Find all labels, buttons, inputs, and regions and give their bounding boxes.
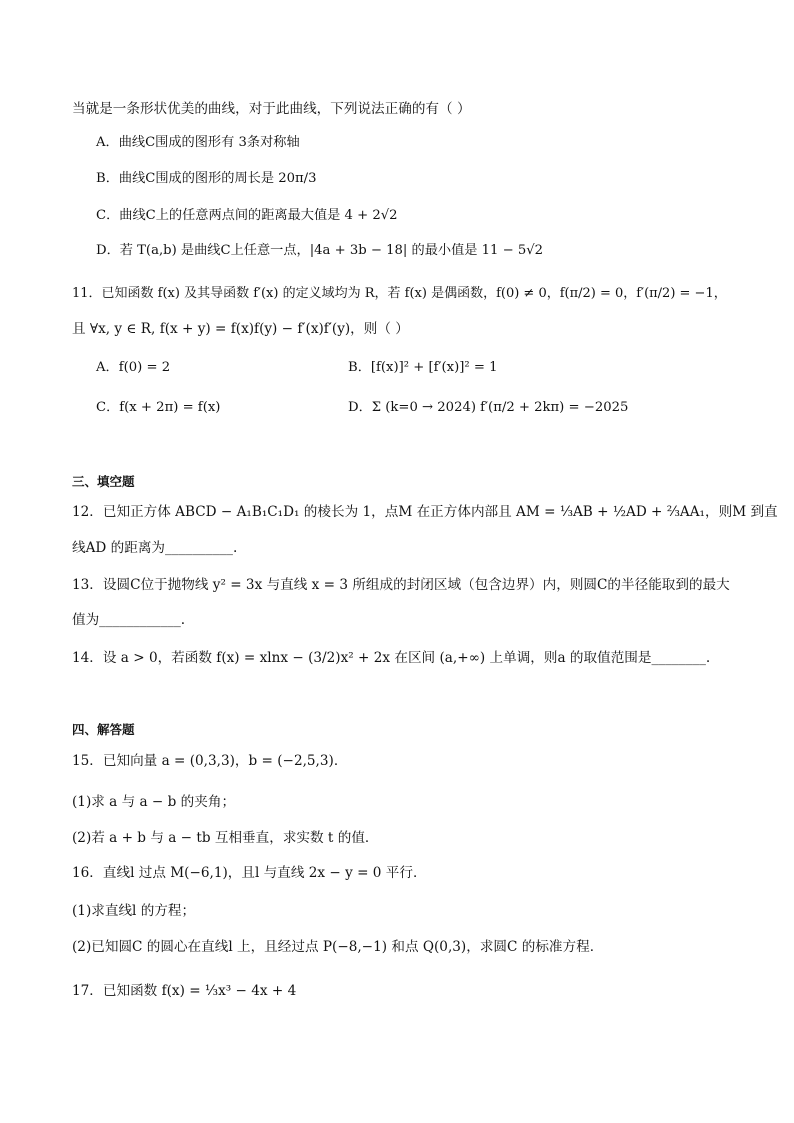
q11-option-a: A．f(0) = 2: [96, 360, 171, 375]
q10-option-c: C．曲线C上的任意两点间的距离最大值是 4 + 2√2: [96, 208, 398, 223]
q15-part2: (2)若 a + b 与 a − tb 互相垂直，求实数 t 的值．: [72, 830, 379, 846]
q10-option-d: D．若 T(a,b) 是曲线C上任意一点，|4a + 3b − 18| 的最小值是 11 − 5√2: [96, 243, 544, 258]
q15-stem: 15．已知向量 a = (0,3,3)，b = (−2,5,3)．: [72, 753, 348, 769]
q14-line1: 14．设 a > 0，若函数 f(x) = xlnx − (3/2)x² + 2x 在区间 (a,+∞) 上单调，则a 的取值范围是________.: [72, 650, 711, 666]
q11-option-b: B．[f(x)]² + [f′(x)]² = 1: [348, 360, 498, 375]
section-3-heading: 三、填空题: [72, 474, 135, 489]
q16-stem: 16．直线l 过点 M(−6,1)，且l 与直线 2x − y = 0 平行．: [72, 865, 427, 881]
q15-part1: (1)求 a 与 a − b 的夹角；: [72, 794, 236, 810]
q10-stem-tail: 当就是一条形状优美的曲线，对于此曲线，下列说法正确的有（ ）: [72, 101, 471, 117]
q13-line1: 13．设圆C位于抛物线 y² = 3x 与直线 x = 3 所组成的封闭区域（包含边界）内，则圆C的半径能取到的最大: [72, 577, 730, 593]
q11-option-c: C．f(x + 2π) = f(x): [96, 400, 221, 415]
q12-line1: 12．已知正方体 ABCD − A₁B₁C₁D₁ 的棱长为 1，点M 在正方体内部且 AM = ⅓AB + ½AD + ⅔AA₁，则M 到直: [72, 504, 778, 520]
q17-stem: 17．已知函数 f(x) = ⅓x³ − 4x + 4: [72, 983, 297, 999]
section-4-heading: 四、解答题: [72, 722, 135, 737]
q10-option-b: B．曲线C围成的图形的周长是 20π/3: [96, 171, 317, 186]
q11-stem-line2: 且 ∀x, y ∈ R, f(x + y) = f(x)f(y) − f′(x)f′(y)，则（ ）: [72, 321, 409, 337]
q11-option-d: D．Σ (k=0 → 2024) f′(π/2 + 2kπ) = −2025: [348, 400, 629, 415]
q16-part2: (2)已知圆C 的圆心在直线l 上，且经过点 P(−8,−1) 和点 Q(0,3)，求圆C 的标准方程．: [72, 939, 604, 955]
q10-option-a: A．曲线C围成的图形有 3条对称轴: [96, 135, 300, 150]
q16-part1: (1)求直线l 的方程；: [72, 903, 196, 919]
q11-stem-line1: 11．已知函数 f(x) 及其导函数 f′(x) 的定义域均为 R，若 f(x) 是偶函数，f(0) ≠ 0，f(π/2) = 0，f′(π/2) = −1，: [72, 286, 727, 301]
q13-line2: 值为____________.: [72, 612, 186, 628]
q12-line2: 线AD 的距离为__________.: [72, 540, 238, 556]
